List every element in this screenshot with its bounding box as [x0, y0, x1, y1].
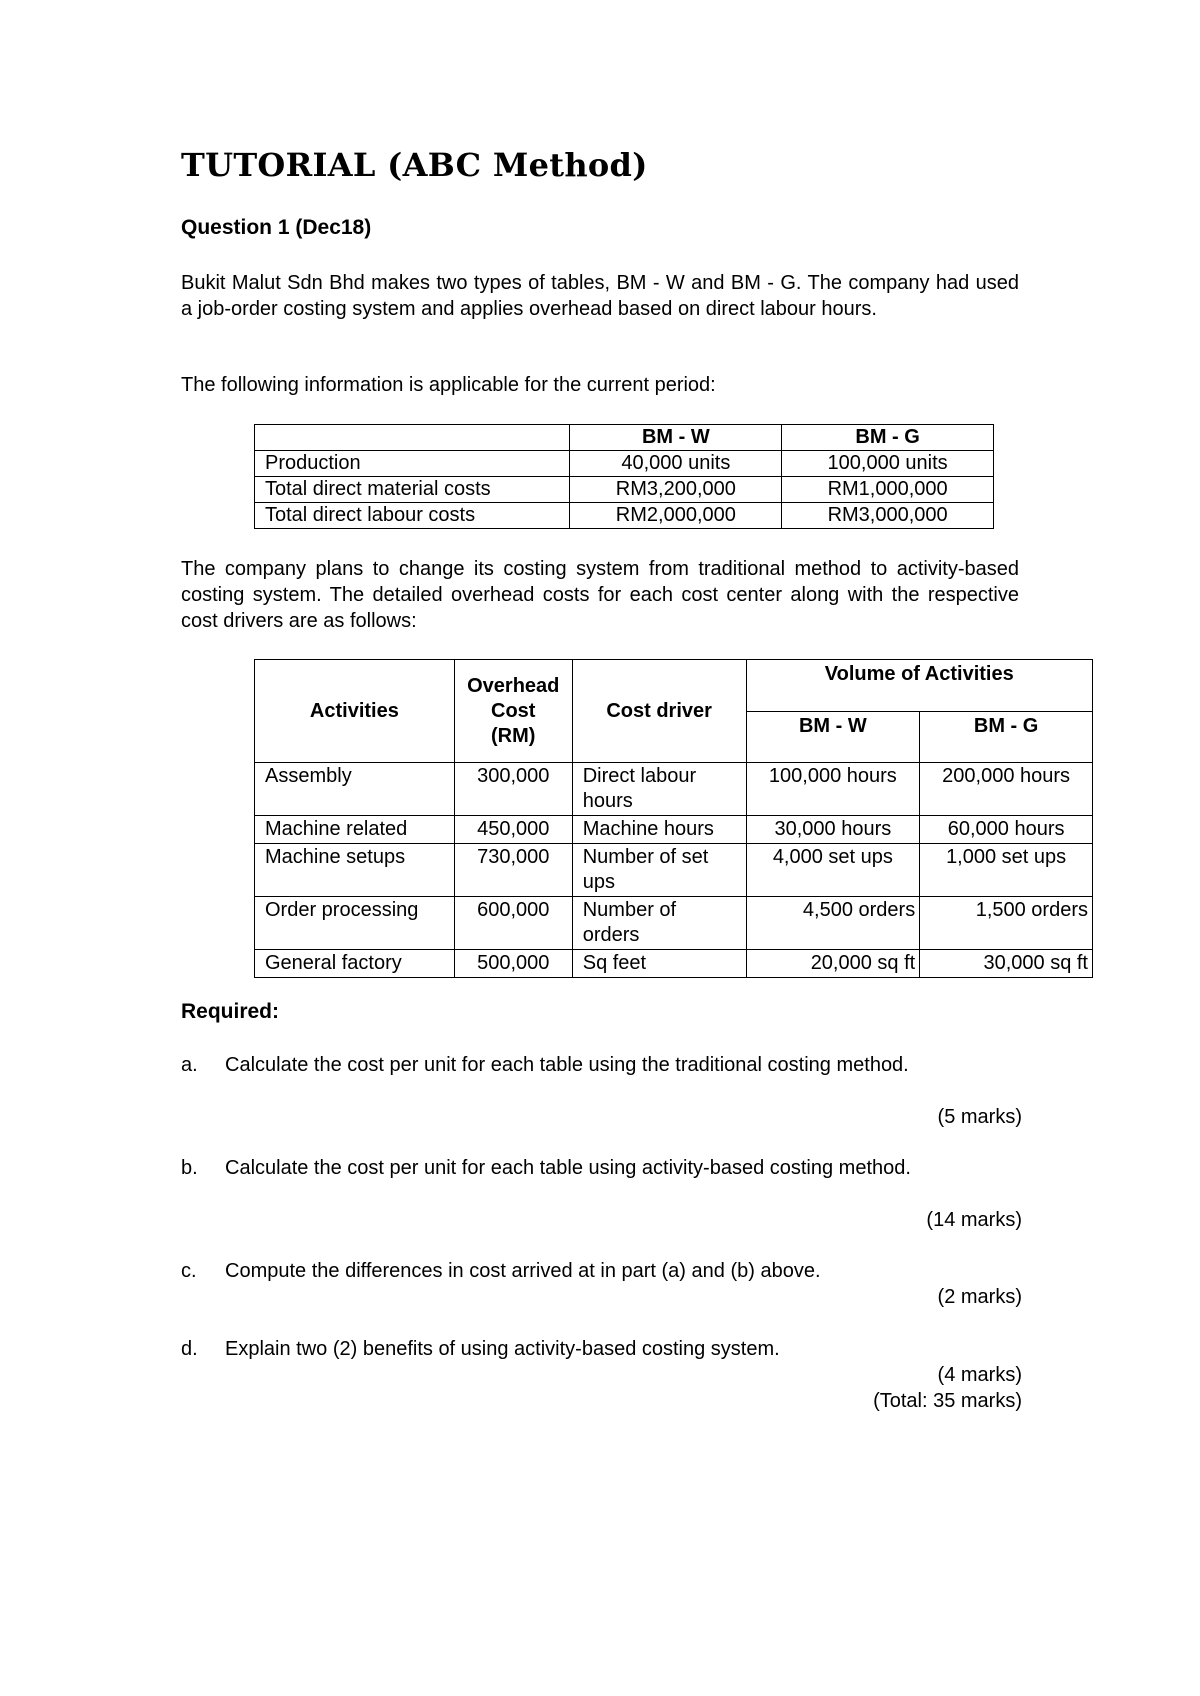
- table-header-row: [255, 425, 994, 451]
- intro-paragraph: Bukit Malut Sdn Bhd makes two types of tables, BM - W and BM - G. The company had used a job-order costing system and applies overhead based on direct labour hours.: [181, 272, 1019, 320]
- table-row: [255, 451, 994, 477]
- total-marks: (Total: 35 marks): [873, 1390, 1022, 1412]
- table-header-cell: BM - W: [570, 425, 782, 451]
- table-cell: RM3,000,000: [782, 503, 994, 529]
- table-cell: Number of orders: [572, 897, 746, 950]
- overhead-header-line: Overhead: [467, 674, 560, 697]
- abc-intro-paragraph: The company plans to change its costing system from traditional method to activity-based costing system. The detailed overhead costs for each cost center along with the respective cost drivers are as follows:: [181, 558, 1019, 632]
- table-header-cell: [255, 425, 570, 451]
- table-cell: RM1,000,000: [782, 477, 994, 503]
- table-cell: 4,000 set ups: [746, 844, 920, 897]
- question-marks: (4 marks): [937, 1364, 1022, 1386]
- table-cell: 500,000: [454, 950, 572, 978]
- table-cell: 20,000 sq ft: [746, 950, 920, 978]
- table-header-cell: Volume of Activities: [746, 660, 1093, 712]
- question-text: Explain two (2) benefits of using activity-based costing system.: [225, 1338, 780, 1360]
- table-row: [255, 477, 994, 503]
- table-cell: 1,500 orders: [920, 897, 1093, 950]
- question-marks: (2 marks): [937, 1286, 1022, 1308]
- table-cell: 40,000 units: [570, 451, 782, 477]
- table-cell: Machine related: [255, 816, 455, 844]
- question-label: b.: [181, 1157, 198, 1179]
- info-intro-paragraph: The following information is applicable for the current period:: [181, 374, 716, 396]
- table-cell: Order processing: [255, 897, 455, 950]
- table-header-cell: BM - G: [782, 425, 994, 451]
- table-row: [255, 503, 994, 529]
- overhead-header-line: (RM): [491, 724, 536, 747]
- activity-cost-table: [254, 659, 1093, 978]
- table-cell: 730,000: [454, 844, 572, 897]
- question-text: Calculate the cost per unit for each table using activity-based costing method.: [225, 1157, 911, 1179]
- table-cell: General factory: [255, 950, 455, 978]
- page-title: TUTORIAL (ABC Method): [181, 146, 648, 184]
- table-cell: 600,000: [454, 897, 572, 950]
- table-cell: Total direct labour costs: [255, 503, 570, 529]
- table-cell: 450,000: [454, 816, 572, 844]
- question-label: a.: [181, 1054, 198, 1076]
- table-cell: Total direct material costs: [255, 477, 570, 503]
- table-cell: 100,000 hours: [746, 763, 920, 816]
- table-header-cell: Activities: [255, 660, 455, 763]
- table-cell: Machine hours: [572, 816, 746, 844]
- table-cell: 100,000 units: [782, 451, 994, 477]
- question-marks: (14 marks): [926, 1209, 1022, 1231]
- production-cost-table: [254, 424, 994, 529]
- question-label: c.: [181, 1260, 197, 1282]
- table-row: [255, 897, 1093, 950]
- table-cell: 4,500 orders: [746, 897, 920, 950]
- question-title: Question 1 (Dec18): [181, 216, 372, 239]
- table-header-row: [255, 660, 1093, 712]
- table-header-cell: BM - W: [746, 712, 920, 763]
- question-text: Calculate the cost per unit for each table using the traditional costing method.: [225, 1054, 909, 1076]
- table-cell: 30,000 sq ft: [920, 950, 1093, 978]
- table-row: [255, 816, 1093, 844]
- table-header-cell: [454, 660, 572, 763]
- table-header-cell: BM - G: [920, 712, 1093, 763]
- table-cell: Assembly: [255, 763, 455, 816]
- table-row: [255, 763, 1093, 816]
- question-text: Compute the differences in cost arrived at in part (a) and (b) above.: [225, 1260, 821, 1282]
- table-cell: Machine setups: [255, 844, 455, 897]
- table-cell: 200,000 hours: [920, 763, 1093, 816]
- question-label: d.: [181, 1338, 198, 1360]
- table-cell: Sq feet: [572, 950, 746, 978]
- required-label: Required:: [181, 1000, 280, 1023]
- table-cell: Number of set ups: [572, 844, 746, 897]
- question-marks: (5 marks): [937, 1106, 1022, 1128]
- table-cell: Direct labour hours: [572, 763, 746, 816]
- table-cell: 300,000: [454, 763, 572, 816]
- overhead-header-line: Cost: [491, 699, 536, 722]
- table-row: [255, 844, 1093, 897]
- table-cell: Production: [255, 451, 570, 477]
- table-header-cell: Cost driver: [572, 660, 746, 763]
- table-cell: RM2,000,000: [570, 503, 782, 529]
- table-cell: RM3,200,000: [570, 477, 782, 503]
- table-cell: 60,000 hours: [920, 816, 1093, 844]
- table-cell: 30,000 hours: [746, 816, 920, 844]
- table-cell: 1,000 set ups: [920, 844, 1093, 897]
- table-row: [255, 950, 1093, 978]
